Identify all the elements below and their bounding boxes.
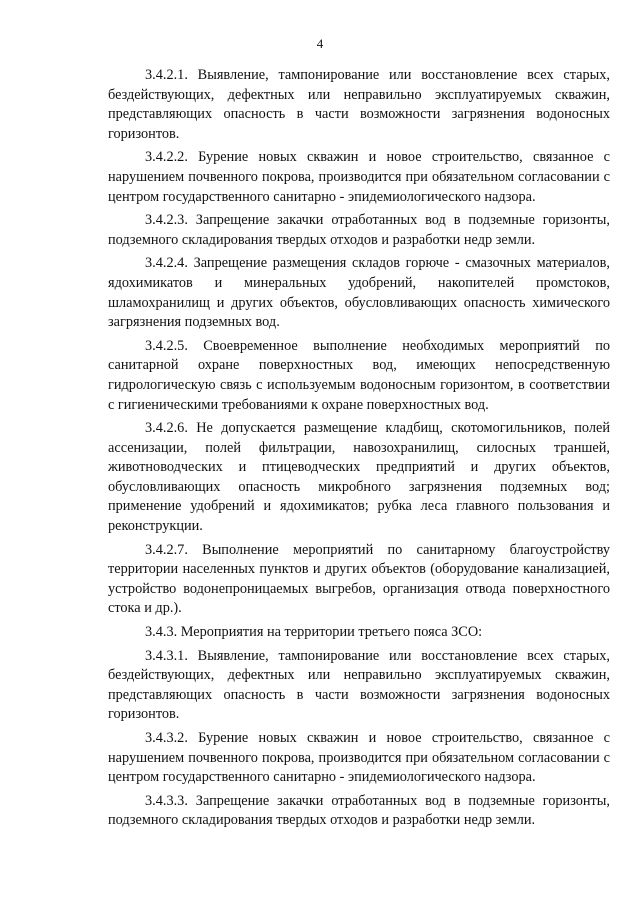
paragraph-3-4-3-1: 3.4.3.1. Выявление, тампонирование или восстановление всех старых, бездействующих, дефектных или неправильно эксплуатируемых скважин, представляющих опасность в части возможности загрязнения водоносных горизонтов. (108, 647, 610, 723)
paragraph-3-4-3-3: 3.4.3.3. Запрещение закачки отработанных вод в подземные горизонты, подземного складирования твердых отходов и разработки недр земли. (108, 792, 610, 829)
paragraph-3-4-2-1: 3.4.2.1. Выявление, тампонирование или восстановление всех старых, бездействующих, дефектных или неправильно эксплуатируемых скважин, представляющих опасность в части возможности загрязнения водоносных горизонтов. (108, 67, 610, 142)
page-number: 4 (316, 36, 324, 51)
paragraph-3-4-2-2: 3.4.2.2. Бурение новых скважин и новое строительство, связанное с нарушением почвенного покрова, производится при обязательном согласовании с центром государственного санитарно - эпидемиологического надзора. (108, 149, 610, 205)
document-body (108, 66, 610, 835)
paragraph-3-4-2-7: 3.4.2.7. Выполнение мероприятий по санитарному благоустройству территории населенных пунктов и других объектов (оборудование канализацией, устройство водонепроницаемых выгребов, организация отвода поверхностного стока и др.). (108, 541, 610, 617)
paragraph-3-4-3-heading: 3.4.3. Мероприятия на территории третьего пояса ЗСО: (145, 624, 483, 641)
paragraph-3-4-3-2: 3.4.3.2. Бурение новых скважин и новое строительство, связанное с нарушением почвенного покрова, производится при обязательном согласовании с центром государственного санитарно - эпидемиологического надзора. (108, 730, 610, 786)
paragraph-3-4-2-3: 3.4.2.3. Запрещение закачки отработанных вод в подземные горизонты, подземного складирования твердых отходов и разработки недр земли. (108, 212, 610, 248)
paragraph-3-4-2-6: 3.4.2.6. Не допускается размещение кладбищ, скотомогильников, полей ассенизации, полей фильтрации, навозохранилищ, силосных траншей, животноводческих и птицеводческих предприятий и других объектов, обусловливающих опасность микробного загрязнения подземных вод; применение удобрений и ядохимикатов; рубка леса главного пользования и реконструкции. (108, 420, 610, 535)
paragraph-3-4-2-4: 3.4.2.4. Запрещение размещения складов горюче - смазочных материалов, ядохимикатов и минеральных удобрений, накопителей промстоков, шламохранилищ и других объектов, обусловливающих опасность химического загрязнения подземных вод. (108, 255, 610, 331)
paragraph-3-4-2-5: 3.4.2.5. Своевременное выполнение необходимых мероприятий по санитарной охране поверхностных вод, имеющих непосредственную гидрологическую связь с используемым водоносным горизонтом, в соответствии с гигиеническими требованиями к охране поверхностных вод. (108, 337, 610, 413)
